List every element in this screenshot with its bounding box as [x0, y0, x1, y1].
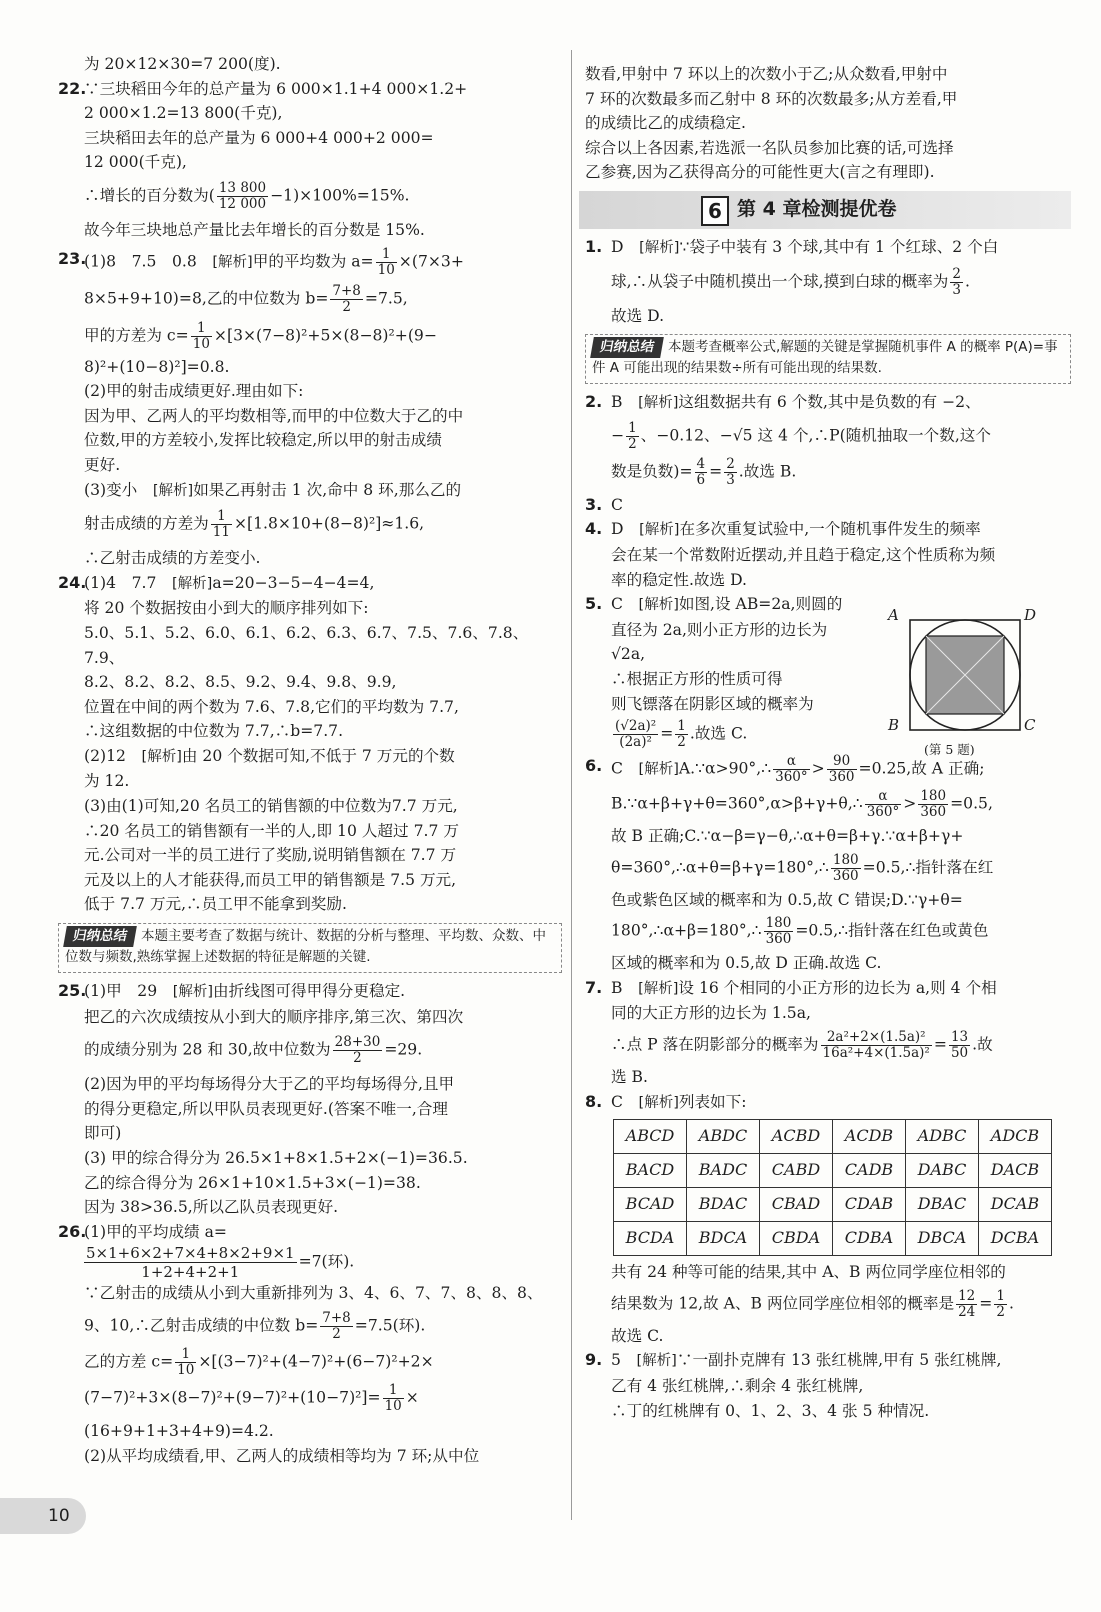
question-1 [585, 235, 1071, 328]
text-line: 球,∴从袋子中随机摸出一个球,摸到白球的概率为 $\frac{2}{3}$ . [611, 265, 970, 298]
text-line: 同的大正方形的边长为 1.5a, [611, 1004, 811, 1023]
text-line: (2)甲的射击成绩更好.理由如下: [84, 382, 304, 401]
question-number: 7. [585, 977, 603, 997]
text-line: 射击成绩的方差为 $\frac{1}{11}$ ×[1.8×10+(8−8)²]≈1.6, [84, 508, 425, 541]
text-line: C [解析]如图,设 AB=2a,则圆的 [611, 595, 843, 614]
text-line: 元及以上的人才能获得,而员工甲的销售额是 7.5 万元, [84, 870, 457, 889]
text-line: 5 [解析]∵一副扑克牌有 13 张红桃牌,甲有 5 张红桃牌, [611, 1351, 1002, 1370]
figure-q5 [888, 606, 1068, 762]
summary-text: 本题主要考查了数据与统计、数据的分析与整理、平均数、众数、中位数与频数,熟练掌握上述数据的特征是解题的关键. [65, 928, 546, 966]
text-line: 数看,甲射中 7 环以上的次数小于乙;从众数看,甲射中 [585, 65, 948, 83]
question-number: 3. [585, 494, 603, 514]
permutation-table [613, 1119, 1052, 1256]
text-line: 为 12. [84, 772, 130, 791]
text-line: 8×5+9+10)=8,乙的中位数为 b= $\frac{7+8}{2}$ =7.5, [84, 282, 408, 315]
vertex-label: C [1024, 716, 1036, 734]
text-line: − $\frac{1}{2}$ 、−0.12、−√5 这 4 个,∴P(随机抽取一个数,这个 [611, 419, 991, 452]
question-number: 23. [58, 248, 87, 268]
left-column [58, 52, 562, 1468]
text-line: 低于 7.7 万元,∴员工甲不能拿到奖励. [84, 895, 347, 914]
text-line: $\frac{5\times 1+6\times 2+7\times 4+8\times 2+9\times 1}{1+2+4+2+1}$ =7(环). [86, 1244, 355, 1282]
text-line: (2)因为甲的平均每场得分大于乙的平均每场得分,且甲 [84, 1075, 455, 1094]
text-line: 故选 C. [611, 1326, 664, 1345]
text-line: 乙的方差 c= $\frac{1}{10}$ ×[(3−7)²+(4−7)²+(6−7)²+2× [84, 1345, 434, 1378]
text-line: 12 000(千克), [84, 153, 187, 172]
text-line: C [解析]列表如下: [611, 1092, 747, 1111]
text-line: 更好. [84, 455, 121, 474]
text-line: ∴点 P 落在阴影部分的概率为 $\frac{\text{2a²+2×(1.5a)²}}{\text{16a²+4×(1.5a)²}}$ = $\frac{13}{50}$ .故 [611, 1029, 993, 1062]
question-23 [58, 247, 562, 571]
text-line: (1)甲的平均成绩 a= [84, 1222, 227, 1241]
question-number: 8. [585, 1091, 603, 1111]
table-row: BCAD BDAC CBAD CDAB DBAC DCAB [614, 1188, 1052, 1222]
text-line: ∴根据正方形的性质可得 [611, 669, 783, 688]
percent-formula: ∴增长的百分数为( $\frac{13 800}{12 000}$ −1)×100%=15%. [84, 179, 410, 212]
table-row: BCDA BDCA CBDA CDBA DBCA DCBA [614, 1222, 1052, 1256]
text-line: C [611, 495, 623, 514]
vertex-label: D [1024, 606, 1037, 624]
question-number: 2. [585, 392, 603, 412]
text-line: 2 000×1.2=13 800(千克), [84, 104, 283, 123]
section-title: 第 4 章检测提优卷 [737, 197, 897, 220]
summary-text: 本题考查概率公式,解题的关键是掌握随机事件 A 的概率 P(A)=事件 A 可能出现的结果数÷所有可能出现的结果数. [592, 339, 1058, 377]
text-line: 180°,∴α+β=180°,∴ $\frac{180}{360}$ =0.5,∴指针落在红色或黄色 [611, 915, 989, 948]
question-number: 4. [585, 519, 603, 539]
text-line: 5.0、5.1、5.2、6.0、6.1、6.2、6.3、6.7、7.5、7.6、7.8、7.9、 [84, 623, 529, 667]
text-line: 元.公司对一半的员工进行了奖励,说明销售额在 7.7 万 [84, 846, 457, 865]
text-line: 即可) [84, 1124, 122, 1143]
text-line: 率的稳定性.故选 D. [611, 570, 747, 589]
text-line: D [解析]在多次重复试验中,一个随机事件发生的频率 [611, 520, 981, 539]
text-line: √2a, [611, 645, 646, 664]
question-2 [585, 390, 1071, 488]
text-line: 8.2、8.2、8.2、8.5、9.2、9.4、9.8、9.9, [84, 673, 397, 692]
text-line: 甲的方差为 c= $\frac{1}{10}$ ×[3×(7−8)²+5×(8−8)²+(9− [84, 319, 437, 352]
text-line: 直径为 2a,则小正方形的边长为 [611, 620, 828, 639]
text-line: 8)²+(10−8)²]=0.8. [84, 357, 230, 376]
text-line: B.∵α+β+γ+θ=360°,α>β+γ+θ,∴ $\frac{\alpha}{360^\circ}$ > $\frac{180}{360}$ =0.5, [611, 788, 993, 821]
text-line: 数是负数)= $\frac{4}{6}$ = $\frac{2}{3}$ .故选 B. [611, 455, 797, 488]
text-line: (3) 甲的综合得分为 26.5×1+8×1.5+2×(−1)=36.5. [84, 1149, 468, 1167]
text-line: (1)4 7.7 [解析]a=20−3−5−4−4=4, [84, 573, 375, 592]
text-line: 的成绩分别为 28 和 30,故中位数为 $\frac{28+30}{2}$ =29. [84, 1034, 423, 1067]
text-line: 综合以上各因素,若选派一名队员参加比赛的话,可选择 [585, 138, 954, 157]
text-line: 选 B. [611, 1068, 648, 1087]
question-26 [58, 1220, 562, 1468]
text-line: ∴20 名员工的销售额有一半的人,即 10 人超过 7.7 万 [84, 821, 459, 840]
table-row: ABCD ABDC ACBD ACDB ADBC ADCB [614, 1120, 1052, 1154]
text-line: 位数,甲的方差较小,发挥比较稳定,所以甲的射击成绩 [84, 431, 442, 450]
question-number: 26. [58, 1221, 87, 1241]
text-line: 的得分更稳定,所以甲队员表现更好.(答案不唯一,合理 [84, 1099, 449, 1118]
question-number: 9. [585, 1350, 603, 1370]
text-line: $\frac{\text{(√2a)²}}{\text{(2a)²}}$ = $\frac{1}{2}$ .故选 C. [615, 718, 748, 751]
summary-box [585, 334, 1071, 384]
question-number: 24. [58, 572, 87, 592]
text-line: 9、10,∴乙射击成绩的中位数 b= $\frac{7+8}{2}$ =7.5(环). [84, 1309, 426, 1342]
text-line: B [解析]这组数据共有 6 个数,其中是负数的有 −2、 [611, 393, 981, 412]
text-line: θ=360°,∴α+θ=β+γ=180°,∴ $\frac{180}{360}$ =0.5,∴指针落在红 [611, 851, 994, 884]
text-line: 因为甲、乙两人的平均数相等,而甲的中位数大于乙的中 [84, 406, 464, 425]
text-line: (16+9+1+3+4+9)=4.2. [84, 1421, 274, 1440]
question-3 [585, 493, 1071, 518]
text-line: 故选 D. [611, 306, 665, 325]
analysis-tag: [解析] [212, 254, 253, 271]
text-line: 故今年三块地总产量比去年增长的百分数是 15%. [84, 220, 425, 239]
text-line: 三块稻田去年的总产量为 6 000+4 000+2 000= [84, 128, 434, 147]
summary-box [58, 923, 562, 973]
column-divider [571, 50, 572, 1520]
question-22 [58, 77, 562, 243]
question-9 [585, 1348, 1071, 1423]
text-line: 乙的综合得分为 26×1+10×1.5+3×(−1)=38. [84, 1173, 421, 1192]
text-line: (3)变小 [解析]如果乙再射击 1 次,命中 8 环,那么乙的 [84, 480, 462, 499]
text-line: 区域的概率和为 0.5,故 D 正确.故选 C. [611, 954, 882, 973]
text-line: 因为 38>36.5,所以乙队员表现更好. [84, 1198, 339, 1217]
question-25 [58, 979, 562, 1220]
question-number: 25. [58, 981, 87, 1001]
text-line: 则飞镖落在阴影区域的概率为 [611, 694, 814, 713]
text-line: 会在某一个常数附近摆动,并且趋于稳定,这个性质称为频 [611, 545, 996, 564]
vertex-label: A [888, 606, 899, 624]
text-line: (2)12 [解析]由 20 个数据可知,不低于 7 万元的个数 [84, 746, 455, 765]
text-line: 将 20 个数据按由小到大的顺序排列如下: [84, 599, 369, 618]
fraction: $\frac{13 800}{12 000}$ [218, 179, 267, 212]
vertex-label: B [888, 716, 900, 734]
question-7 [585, 976, 1071, 1090]
text-line: 位置在中间的两个数为 7.6、7.8,它们的平均数为 7.7, [84, 697, 459, 716]
question-4 [585, 517, 1071, 592]
text-line: 7 环的次数最多而乙射中 8 环的次数最多;从方差看,甲 [585, 89, 958, 108]
text-line: 把乙的六次成绩按从小到大的顺序排序,第三次、第四次 [84, 1007, 464, 1026]
question-6 [585, 754, 1071, 976]
text-line: ∵乙射击的成绩从小到大重新排列为 3、4、6、7、7、8、8、8、 [84, 1284, 543, 1303]
text-line: 故 B 正确;C.∵α−β=γ−θ,∴α+θ=β+γ.∵α+β+γ+ [611, 827, 964, 846]
text-line: (3)由(1)可知,20 名员工的销售额的中位数为7.7 万元, [84, 797, 458, 816]
question-number: 1. [585, 236, 603, 256]
text-line: D [解析]∵袋子中装有 3 个球,其中有 1 个红球、2 个白 [611, 237, 999, 256]
text-line: (7−7)²+3×(8−7)²+(9−7)²+(10−7)²]= $\frac{1}{10}$ × [84, 1381, 419, 1414]
question-number: 5. [585, 594, 603, 614]
text-line: (2)从平均成绩看,甲、乙两人的成绩相等均为 7 环;从中位 [84, 1446, 480, 1465]
text-line: 的成绩比乙的成绩稳定. [585, 114, 746, 133]
text-line: B [解析]设 16 个相同的小正方形的边长为 a,则 4 个相 [611, 978, 997, 997]
summary-badge: 归纳总结 [63, 926, 137, 947]
section-banner [579, 191, 1071, 229]
text-line: (1)8 7.5 0.8 [解析]甲的平均数为 a= $\frac{1}{10}$ ×(7×3+ [84, 245, 464, 278]
question-number: 6. [585, 756, 603, 776]
q21-tail: 为 20×12×30=7 200(度). [84, 55, 281, 73]
text-line: C [解析]A.∵α>90°,∴ $\frac{\alpha}{360^\circ}$ > $\frac{90}{360}$ =0.25,故 A 正确; [611, 753, 985, 786]
text-line: 色或紫色区域的概率和为 0.5,故 C 错误;D.∵γ+θ= [611, 890, 963, 909]
text-line: 结果数为 12,故 A、B 两位同学座位相邻的概率是 $\frac{12}{24}$ = $\frac{1}{2}$ . [611, 1287, 1014, 1320]
page-number: 10 [0, 1498, 86, 1534]
summary-badge: 归纳总结 [590, 337, 664, 358]
text-line: ∴丁的红桃牌有 0、1、2、3、4 张 5 种情况. [611, 1401, 930, 1420]
question-24 [58, 571, 562, 917]
text-line: ∴乙射击成绩的方差变小. [84, 549, 261, 568]
text-line: ∵三块稻田今年的总产量为 6 000×1.1+4 000×1.2+ [84, 79, 468, 98]
text-line: ∴这组数据的中位数为 7.7,∴b=7.7. [84, 722, 344, 741]
text-line: 乙有 4 张红桃牌,∴剩余 4 张红桃牌, [611, 1377, 864, 1396]
question-number: 22. [58, 78, 87, 98]
question-8 [585, 1090, 1071, 1349]
table-row: BACD BADC CABD CADB DABC DACB [614, 1154, 1052, 1188]
section-number: 6 [701, 196, 729, 226]
figure-caption: (第 5 题) [924, 742, 975, 757]
text-line: 共有 24 种等可能的结果,其中 A、B 两位同学座位相邻的 [611, 1263, 1006, 1282]
text-line: 乙参赛,因为乙获得高分的可能性更大(言之有理即). [585, 163, 935, 182]
text-line: (1)甲 29 [解析]由折线图可得甲得分更稳定. [84, 982, 406, 1001]
